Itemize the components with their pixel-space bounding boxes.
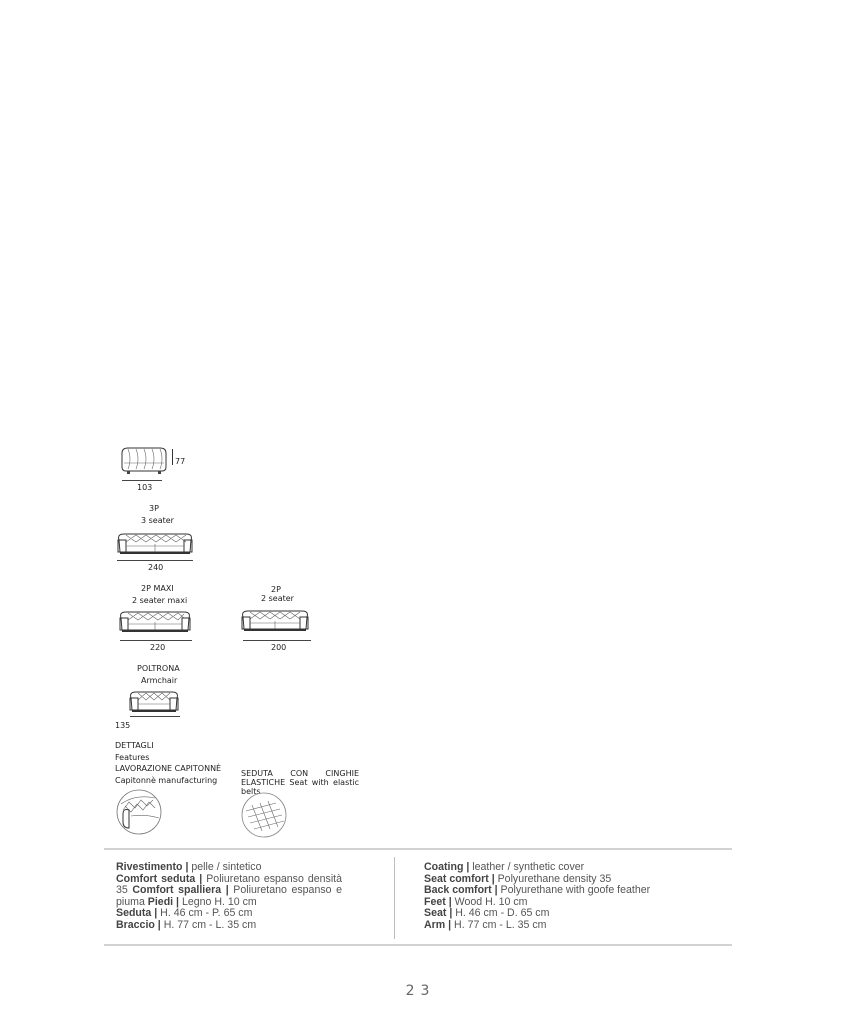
spec-en-label: Coating |	[424, 861, 470, 873]
spec-it-label: Rivestimento |	[116, 861, 189, 873]
capitonne-detail-illustration	[115, 788, 165, 838]
spec-it-label: Piedi |	[147, 895, 180, 908]
poltrona-width: 135	[115, 721, 131, 730]
spec-en-value: Wood H. 10 cm	[451, 895, 528, 908]
spec-en-label: Arm |	[424, 918, 452, 931]
spec-it-label: Comfort spalliera |	[132, 884, 229, 897]
poltrona-name: Armchair	[141, 676, 178, 685]
poltrona-code: POLTRONA	[137, 664, 180, 673]
spec-en-value: Polyurethane with goofe feather	[497, 884, 651, 897]
seat-belts-line3: belts	[241, 787, 261, 796]
three-seater-code: 3P	[149, 504, 159, 513]
spec-it-label: Seduta |	[116, 907, 158, 920]
spec-en-value: leather / synthetic cover	[469, 861, 585, 873]
three-seater-width: 240	[148, 563, 164, 572]
two-seater-maxi-name: 2 seater maxi	[132, 596, 188, 605]
two-seater-width: 200	[271, 643, 287, 652]
poltrona-sketch	[128, 688, 184, 718]
spec-en-label: Feet |	[424, 895, 452, 908]
capitonne-title-en: Capitonnè manufacturing	[115, 776, 218, 785]
spec-en-label: Seat |	[424, 907, 453, 920]
seat-belts-line2: ELASTICHE Seat with elastic	[241, 778, 359, 787]
two-seater-sketch	[240, 607, 312, 637]
armchair-width-label: 103	[137, 483, 153, 492]
spec-it-value: Legno H. 10 cm	[179, 895, 257, 908]
spec-en-value: Polyurethane density 35	[494, 872, 612, 885]
spec-it-label: Braccio |	[116, 918, 161, 931]
spec-it-label: Comfort seduta |	[116, 872, 203, 885]
specs-italian	[116, 862, 342, 932]
two-seater-code: 2P	[271, 585, 281, 594]
elastic-belts-illustration	[240, 791, 290, 841]
armchair-height-label: 77	[175, 457, 186, 466]
spec-it-value: H. 46 cm - P. 65 cm	[157, 907, 253, 920]
spec-column-divider	[394, 857, 395, 939]
spec-en-label: Back comfort |	[424, 884, 498, 897]
seat-belts-line1: SEDUTA CON CINGHIE	[241, 769, 359, 778]
spec-it-value: H. 77 cm - L. 35 cm	[160, 918, 257, 931]
spec-en-label: Seat comfort |	[424, 872, 495, 885]
three-seater-sketch	[116, 530, 196, 560]
spec-it-value: pelle / sintetico	[188, 861, 262, 873]
spec-bottom-rule	[104, 944, 732, 946]
two-seater-maxi-width: 220	[150, 643, 166, 652]
two-seater-maxi-code: 2P MAXI	[141, 584, 174, 593]
spec-it-value: Poliuretano espanso e piuma	[116, 884, 342, 908]
spec-top-rule	[104, 848, 732, 850]
capitonne-title-it: LAVORAZIONE CAPITONNÈ	[115, 764, 222, 773]
details-title-it: DETTAGLI	[115, 741, 154, 750]
two-seater-name: 2 seater	[261, 594, 294, 603]
spec-it-value: Poliuretano espanso densità 35	[116, 872, 343, 897]
spec-en-value: H. 46 cm - D. 65 cm	[452, 907, 550, 920]
armchair-front-sketch	[118, 445, 174, 477]
page-number: 23	[405, 983, 436, 999]
specs-english	[424, 862, 714, 932]
details-title-en: Features	[115, 753, 150, 762]
two-seater-maxi-sketch	[118, 608, 194, 638]
spec-en-value: H. 77 cm - L. 35 cm	[451, 918, 547, 931]
three-seater-name: 3 seater	[141, 516, 174, 525]
